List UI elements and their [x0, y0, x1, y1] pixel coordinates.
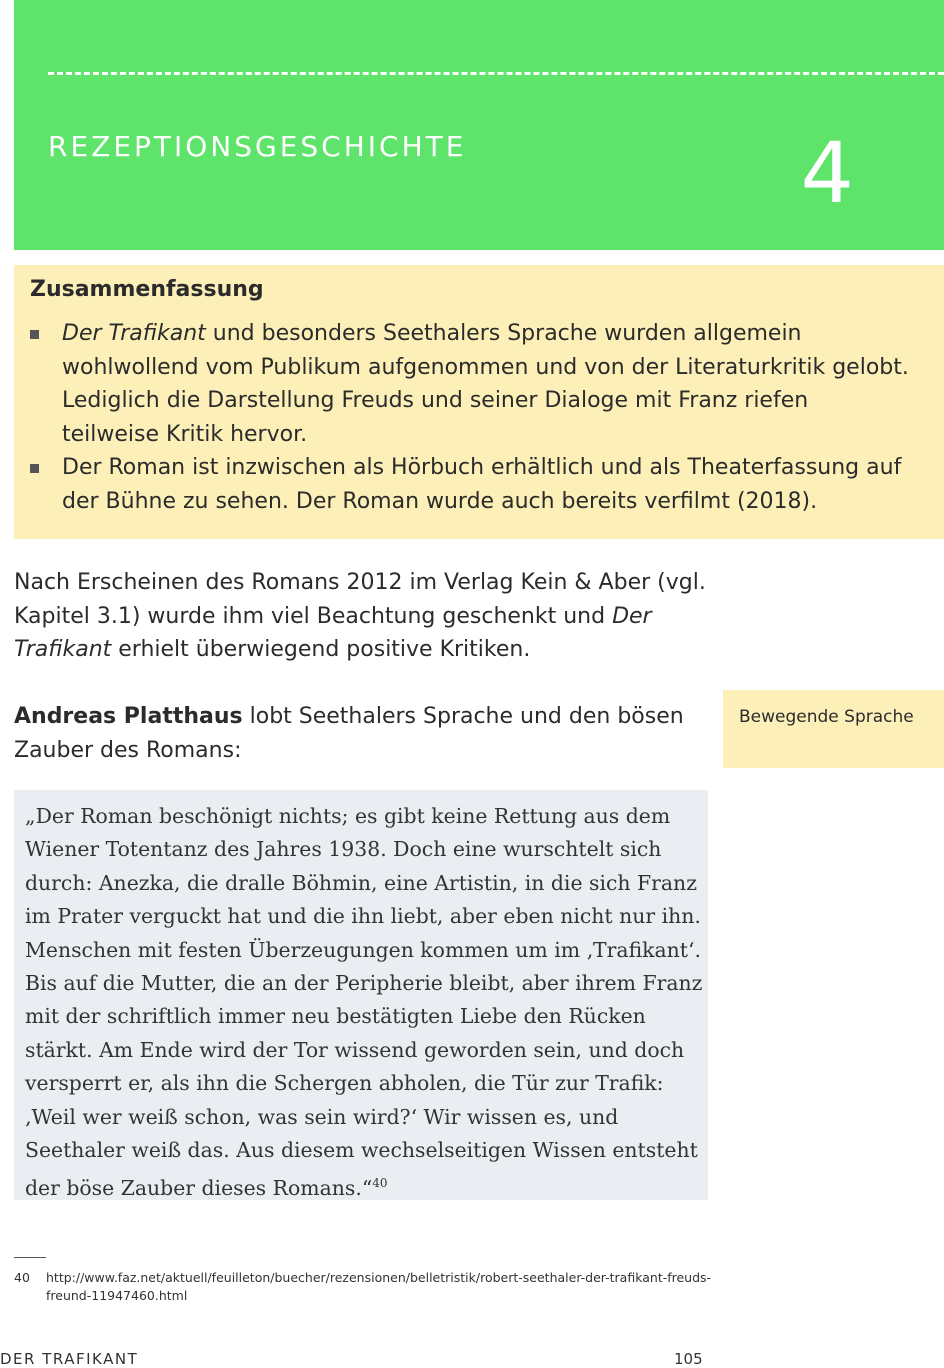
- critic-paragraph: [14, 700, 714, 767]
- square-bullet-icon: [30, 330, 39, 339]
- dashed-divider: [48, 72, 944, 75]
- chapter-title: REZEPTIONSGESCHICHTE: [48, 130, 467, 163]
- footnote-link[interactable]: http://www.faz.net/aktuell/feuilleton/buecher/rezensionen/belletristik/robert-seethaler-der-trafikant-freuds-freund-11947460.html: [46, 1270, 712, 1303]
- margin-note-text: Bewegende Sprache: [739, 707, 914, 727]
- book-title-italic: Der Trafikant: [62, 321, 206, 346]
- summary-list: [30, 317, 910, 518]
- chapter-number: 4: [800, 124, 854, 222]
- footnote-reference: 40: [372, 1176, 388, 1191]
- critic-name: Andreas Platthaus: [14, 704, 243, 729]
- quote-body: „Der Roman beschönigt nichts; es gibt keine Rettung aus dem Wiener Totentanz des Jahres 1938. Doch eine wurschtelt sich durch: Anezka, die dralle Böhmin, eine Artistin, in die sich Franz im Prater verguckt hat und die ihn liebt, aber eben nicht nur ihn. Menschen mit festen Überzeugungen kommen um im ‚Trafikant‘. Bis auf die Mutter, die an der Peripherie bleibt, aber ihrem Franz mit der schriftlich immer neu bestätigten Liebe den Rücken stärkt. Am Ende wird der Tor wissend geworden sein, und doch versperrt er, als ihn die Schergen abholen, die Tür zur Trafik: ‚Weil wer weiß schon, was sein wird?‘ Wir wissen es, und Seethaler weiß das. Aus diesem wechselseitigen Wissen entsteht der böse Zauber dieses Romans.“: [25, 804, 703, 1201]
- summary-item: [30, 451, 910, 518]
- intro-text: Nach Erscheinen des Romans 2012 im Verlag Kein & Aber (vgl. Kapitel 3.1) wurde ihm viel Beachtung geschenkt und: [14, 570, 706, 629]
- chapter-header: [14, 0, 944, 250]
- critic-text: lobt Seethalers Sprache und den bösen Zauber des Romans:: [14, 704, 684, 763]
- footer-book-title: DER TRAFIKANT: [0, 1350, 139, 1368]
- intro-text: erhielt überwiegend positive Kritiken.: [111, 637, 531, 662]
- footnote-rule: [14, 1257, 46, 1258]
- book-title-italic: Der Trafikant: [14, 603, 652, 662]
- square-bullet-icon: [30, 464, 39, 473]
- summary-heading: Zusammenfassung: [30, 277, 264, 302]
- page-number: 105: [674, 1350, 703, 1368]
- summary-item-text: Der Roman ist inzwischen als Hörbuch erhältlich und als Theaterfassung auf der Bühne zu sehen. Der Roman wurde auch bereits verfilmt (2018).: [62, 455, 902, 514]
- summary-item-text: und besonders Seethalers Sprache wurden allgemein wohlwollend vom Publikum aufgenommen und von der Literaturkritik gelobt. Lediglich die Darstellung Freuds und seiner Dialoge mit Franz riefen teilweise Kritik hervor.: [62, 321, 909, 447]
- summary-item: [30, 317, 910, 451]
- quote-box: [14, 790, 708, 1200]
- footnote-number: 40: [14, 1270, 30, 1285]
- margin-note: [723, 690, 944, 768]
- intro-paragraph: [14, 566, 714, 667]
- quote-text: [25, 800, 705, 1206]
- summary-box: [14, 265, 944, 539]
